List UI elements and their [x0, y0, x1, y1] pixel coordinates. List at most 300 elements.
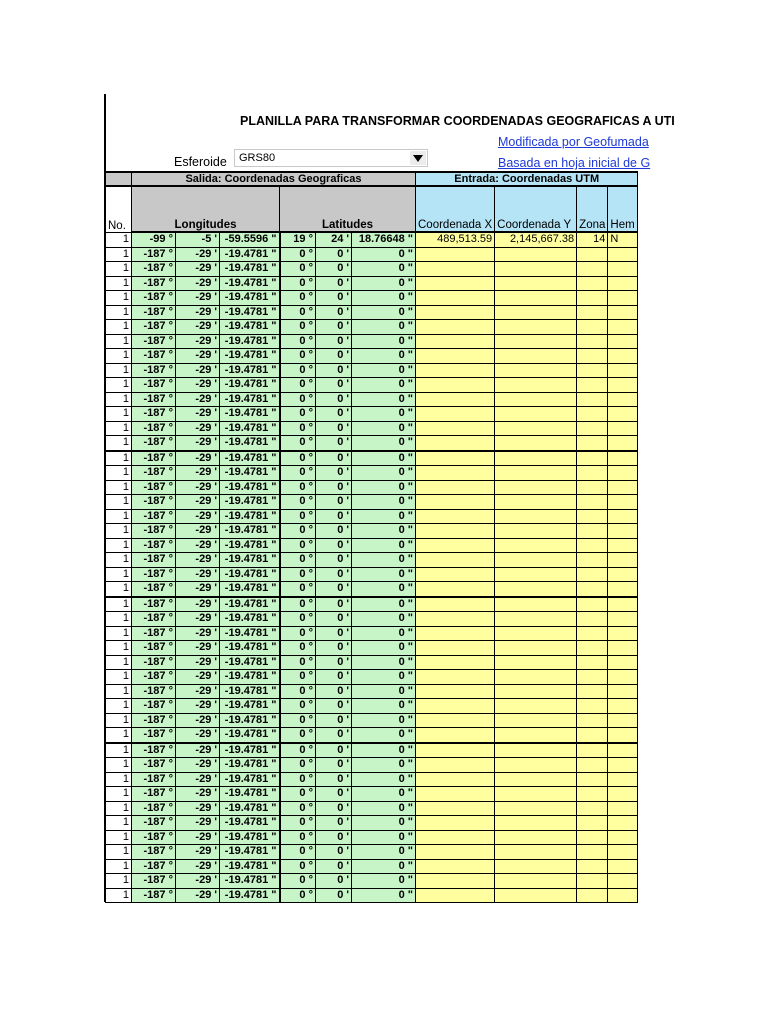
cell-no: 1 — [106, 436, 132, 451]
cell-hem[interactable] — [608, 247, 638, 262]
cell-hem[interactable] — [608, 305, 638, 320]
table-row — [106, 713, 638, 728]
cell-zona[interactable] — [577, 363, 608, 378]
cell-hem[interactable] — [608, 830, 638, 845]
cell-x[interactable] — [416, 684, 495, 699]
cell-lat-deg: 0 ° — [280, 276, 316, 291]
esferoide-dropdown[interactable] — [234, 149, 428, 167]
cell-zona[interactable] — [577, 758, 608, 773]
cell-zona[interactable] — [577, 320, 608, 335]
cell-y[interactable] — [495, 684, 577, 699]
cell-hem[interactable] — [608, 291, 638, 306]
cell-lat-min: 0 ' — [316, 626, 352, 641]
cell-hem[interactable] — [608, 670, 638, 685]
cell-lon-min: -29 ' — [176, 874, 220, 889]
cell-x[interactable] — [416, 816, 495, 831]
cell-y[interactable] — [495, 553, 577, 568]
cell-lon-min: -29 ' — [176, 349, 220, 364]
cell-hem[interactable] — [608, 582, 638, 597]
cell-lon-sec: -19.4781 " — [220, 684, 280, 699]
cell-lat-min: 0 ' — [316, 320, 352, 335]
cell-lat-sec: 0 " — [352, 262, 416, 277]
cell-lat-sec: 0 " — [352, 888, 416, 903]
cell-lat-sec: 0 " — [352, 874, 416, 889]
cell-lat-sec: 0 " — [352, 480, 416, 495]
cell-lon-deg: -187 ° — [132, 363, 176, 378]
cell-lon-min: -29 ' — [176, 888, 220, 903]
cell-x[interactable] — [416, 378, 495, 393]
cell-lon-sec: -19.4781 " — [220, 874, 280, 889]
cell-hem[interactable] — [608, 684, 638, 699]
cell-hem[interactable] — [608, 509, 638, 524]
cell-hem[interactable] — [608, 495, 638, 510]
cell-hem[interactable] — [608, 451, 638, 466]
cell-zona[interactable] — [577, 247, 608, 262]
cell-x[interactable] — [416, 728, 495, 743]
cell-lon-sec: -19.4781 " — [220, 247, 280, 262]
cell-hem[interactable] — [608, 480, 638, 495]
cell-lat-min: 0 ' — [316, 276, 352, 291]
table-row — [106, 378, 638, 393]
cell-zona[interactable] — [577, 421, 608, 436]
cell-x[interactable] — [416, 655, 495, 670]
cell-y[interactable] — [495, 436, 577, 451]
cell-x[interactable] — [416, 305, 495, 320]
cell-lat-min: 0 ' — [316, 582, 352, 597]
cell-lat-sec: 0 " — [352, 845, 416, 860]
cell-y[interactable] — [495, 801, 577, 816]
cell-hem[interactable]: N — [608, 232, 638, 247]
cell-no: 1 — [106, 363, 132, 378]
cell-lon-min: -29 ' — [176, 466, 220, 481]
cell-zona[interactable] — [577, 349, 608, 364]
cell-x[interactable] — [416, 612, 495, 627]
cell-no: 1 — [106, 466, 132, 481]
cell-hem[interactable] — [608, 538, 638, 553]
table-row — [106, 334, 638, 349]
cell-zona[interactable] — [577, 582, 608, 597]
cell-x[interactable] — [416, 801, 495, 816]
cell-x[interactable] — [416, 874, 495, 889]
cell-lon-sec: -19.4781 " — [220, 567, 280, 582]
cell-hem[interactable] — [608, 816, 638, 831]
cell-no: 1 — [106, 845, 132, 860]
cell-lat-min: 0 ' — [316, 772, 352, 787]
cell-zona[interactable] — [577, 597, 608, 612]
cell-hem[interactable] — [608, 392, 638, 407]
table-row — [106, 553, 638, 568]
cell-zona[interactable] — [577, 655, 608, 670]
cell-y[interactable] — [495, 509, 577, 524]
cell-x[interactable] — [416, 334, 495, 349]
cell-zona[interactable] — [577, 553, 608, 568]
cell-y[interactable] — [495, 247, 577, 262]
cell-x[interactable]: 489,513.59 — [416, 232, 495, 247]
cell-x[interactable] — [416, 772, 495, 787]
cell-no: 1 — [106, 349, 132, 364]
cell-no: 1 — [106, 421, 132, 436]
cell-zona[interactable] — [577, 407, 608, 422]
cell-lat-sec: 0 " — [352, 567, 416, 582]
cell-lon-deg: -187 ° — [132, 582, 176, 597]
cell-x[interactable] — [416, 787, 495, 802]
cell-lon-min: -29 ' — [176, 626, 220, 641]
cell-lat-min: 0 ' — [316, 758, 352, 773]
cell-y[interactable] — [495, 276, 577, 291]
cell-hem[interactable] — [608, 320, 638, 335]
cell-no: 1 — [106, 582, 132, 597]
cell-hem[interactable] — [608, 874, 638, 889]
table-row — [106, 363, 638, 378]
cell-no: 1 — [106, 699, 132, 714]
cell-y[interactable] — [495, 291, 577, 306]
cell-no: 1 — [106, 305, 132, 320]
cell-y[interactable] — [495, 728, 577, 743]
cell-y[interactable] — [495, 305, 577, 320]
cell-x[interactable] — [416, 421, 495, 436]
cell-y[interactable] — [495, 320, 577, 335]
cell-hem[interactable] — [608, 699, 638, 714]
table-row — [106, 291, 638, 306]
cell-hem[interactable] — [608, 713, 638, 728]
cell-lat-sec: 0 " — [352, 407, 416, 422]
table-row — [106, 830, 638, 845]
cell-x[interactable] — [416, 626, 495, 641]
cell-x[interactable] — [416, 670, 495, 685]
cell-lon-deg: -187 ° — [132, 728, 176, 743]
cell-no: 1 — [106, 480, 132, 495]
cell-hem[interactable] — [608, 626, 638, 641]
cell-lat-sec: 0 " — [352, 320, 416, 335]
cell-hem[interactable] — [608, 436, 638, 451]
cell-lon-min: -29 ' — [176, 772, 220, 787]
cell-hem[interactable] — [608, 728, 638, 743]
cell-zona[interactable] — [577, 495, 608, 510]
cell-y[interactable] — [495, 699, 577, 714]
cell-zona[interactable] — [577, 699, 608, 714]
cell-lon-min: -29 ' — [176, 262, 220, 277]
cell-zona[interactable] — [577, 509, 608, 524]
cell-x[interactable] — [416, 582, 495, 597]
cell-y[interactable] — [495, 567, 577, 582]
cell-lat-deg: 0 ° — [280, 262, 316, 277]
cell-lat-sec: 0 " — [352, 684, 416, 699]
cell-lat-min: 0 ' — [316, 392, 352, 407]
cell-y[interactable] — [495, 713, 577, 728]
cell-hem[interactable] — [608, 743, 638, 758]
cell-y[interactable] — [495, 626, 577, 641]
cell-y[interactable] — [495, 830, 577, 845]
cell-y[interactable] — [495, 334, 577, 349]
cell-lat-sec: 0 " — [352, 816, 416, 831]
cell-x[interactable] — [416, 291, 495, 306]
cell-lon-min: -29 ' — [176, 801, 220, 816]
cell-lon-deg: -187 ° — [132, 567, 176, 582]
cell-lat-min: 0 ' — [316, 713, 352, 728]
cell-lat-sec: 0 " — [352, 334, 416, 349]
cell-hem[interactable] — [608, 845, 638, 860]
cell-zona[interactable]: 14 — [577, 232, 608, 247]
cell-lat-sec: 0 " — [352, 305, 416, 320]
cell-hem[interactable] — [608, 567, 638, 582]
cell-no: 1 — [106, 567, 132, 582]
cell-zona[interactable] — [577, 305, 608, 320]
cell-x[interactable] — [416, 845, 495, 860]
cell-y[interactable] — [495, 670, 577, 685]
cell-lon-min: -29 ' — [176, 291, 220, 306]
cell-y[interactable] — [495, 262, 577, 277]
cell-zona[interactable] — [577, 787, 608, 802]
cell-hem[interactable] — [608, 888, 638, 903]
header-latitudes: Latitudes — [280, 186, 416, 232]
cell-x[interactable] — [416, 276, 495, 291]
cell-hem[interactable] — [608, 641, 638, 656]
cell-lon-deg: -187 ° — [132, 758, 176, 773]
cell-x[interactable] — [416, 699, 495, 714]
cell-lon-min: -29 ' — [176, 524, 220, 539]
cell-x[interactable] — [416, 407, 495, 422]
cell-y[interactable] — [495, 845, 577, 860]
cell-y[interactable] — [495, 392, 577, 407]
cell-x[interactable] — [416, 509, 495, 524]
cell-zona[interactable] — [577, 480, 608, 495]
cell-no: 1 — [106, 801, 132, 816]
cell-zona[interactable] — [577, 612, 608, 627]
cell-x[interactable] — [416, 713, 495, 728]
cell-lat-sec: 0 " — [352, 859, 416, 874]
cell-x[interactable] — [416, 567, 495, 582]
cell-x[interactable] — [416, 480, 495, 495]
cell-hem[interactable] — [608, 363, 638, 378]
cell-y[interactable] — [495, 451, 577, 466]
cell-zona[interactable] — [577, 276, 608, 291]
cell-y[interactable] — [495, 816, 577, 831]
cell-x[interactable] — [416, 830, 495, 845]
cell-x[interactable] — [416, 597, 495, 612]
table-row — [106, 451, 638, 466]
cell-hem[interactable] — [608, 597, 638, 612]
cell-lat-sec: 0 " — [352, 699, 416, 714]
cell-lat-min: 0 ' — [316, 436, 352, 451]
cell-no: 1 — [106, 830, 132, 845]
header-coord-x: Coordenada X — [416, 186, 495, 232]
cell-y[interactable] — [495, 874, 577, 889]
cell-hem[interactable] — [608, 758, 638, 773]
cell-y[interactable] — [495, 582, 577, 597]
cell-hem[interactable] — [608, 787, 638, 802]
link-basada[interactable]: Basada en hoja inicial de G — [498, 156, 651, 170]
cell-x[interactable] — [416, 349, 495, 364]
cell-y[interactable] — [495, 787, 577, 802]
cell-hem[interactable] — [608, 378, 638, 393]
cell-zona[interactable] — [577, 888, 608, 903]
cell-hem[interactable] — [608, 349, 638, 364]
cell-x[interactable] — [416, 247, 495, 262]
table-row — [106, 758, 638, 773]
cell-x[interactable] — [416, 392, 495, 407]
cell-y[interactable] — [495, 349, 577, 364]
cell-lon-sec: -19.4781 " — [220, 728, 280, 743]
chevron-down-icon[interactable] — [410, 151, 426, 165]
cell-zona[interactable] — [577, 626, 608, 641]
cell-hem[interactable] — [608, 772, 638, 787]
cell-y[interactable] — [495, 758, 577, 773]
cell-x[interactable] — [416, 888, 495, 903]
cell-zona[interactable] — [577, 845, 608, 860]
cell-x[interactable] — [416, 553, 495, 568]
cell-x[interactable] — [416, 363, 495, 378]
cell-lat-deg: 0 ° — [280, 378, 316, 393]
cell-y[interactable] — [495, 655, 577, 670]
cell-y[interactable] — [495, 538, 577, 553]
cell-y[interactable] — [495, 466, 577, 481]
cell-lon-min: -29 ' — [176, 655, 220, 670]
cell-lon-sec: -19.4781 " — [220, 655, 280, 670]
cell-zona[interactable] — [577, 641, 608, 656]
cell-y[interactable] — [495, 743, 577, 758]
cell-x[interactable] — [416, 641, 495, 656]
cell-y[interactable] — [495, 524, 577, 539]
cell-no: 1 — [106, 334, 132, 349]
cell-x[interactable] — [416, 451, 495, 466]
cell-lon-min: -29 ' — [176, 320, 220, 335]
cell-lat-sec: 0 " — [352, 451, 416, 466]
cell-lat-deg: 0 ° — [280, 641, 316, 656]
cell-x[interactable] — [416, 262, 495, 277]
cell-zona[interactable] — [577, 859, 608, 874]
cell-hem[interactable] — [608, 407, 638, 422]
cell-x[interactable] — [416, 436, 495, 451]
cell-y[interactable] — [495, 407, 577, 422]
cell-x[interactable] — [416, 743, 495, 758]
cell-lat-min: 0 ' — [316, 567, 352, 582]
cell-no: 1 — [106, 816, 132, 831]
cell-hem[interactable] — [608, 655, 638, 670]
cell-zona[interactable] — [577, 436, 608, 451]
cell-zona[interactable] — [577, 874, 608, 889]
cell-y[interactable] — [495, 772, 577, 787]
cell-zona[interactable] — [577, 567, 608, 582]
cell-lon-sec: -19.4781 " — [220, 466, 280, 481]
cell-hem[interactable] — [608, 334, 638, 349]
cell-zona[interactable] — [577, 772, 608, 787]
cell-x[interactable] — [416, 466, 495, 481]
cell-lat-min: 0 ' — [316, 597, 352, 612]
cell-lon-min: -29 ' — [176, 509, 220, 524]
cell-lat-min: 0 ' — [316, 524, 352, 539]
cell-lat-deg: 0 ° — [280, 436, 316, 451]
cell-lat-min: 0 ' — [316, 816, 352, 831]
cell-zona[interactable] — [577, 538, 608, 553]
cell-y[interactable]: 2,145,667.38 — [495, 232, 577, 247]
cell-lat-deg: 0 ° — [280, 888, 316, 903]
cell-zona[interactable] — [577, 524, 608, 539]
cell-zona[interactable] — [577, 670, 608, 685]
cell-lat-deg: 0 ° — [280, 830, 316, 845]
cell-x[interactable] — [416, 524, 495, 539]
cell-hem[interactable] — [608, 262, 638, 277]
cell-zona[interactable] — [577, 262, 608, 277]
cell-y[interactable] — [495, 597, 577, 612]
cell-hem[interactable] — [608, 612, 638, 627]
cell-lon-sec: -19.4781 " — [220, 670, 280, 685]
cell-zona[interactable] — [577, 743, 608, 758]
cell-hem[interactable] — [608, 553, 638, 568]
cell-y[interactable] — [495, 378, 577, 393]
cell-lon-deg: -187 ° — [132, 451, 176, 466]
cell-y[interactable] — [495, 641, 577, 656]
cell-lon-deg: -187 ° — [132, 816, 176, 831]
cell-lon-sec: -19.4781 " — [220, 830, 280, 845]
cell-y[interactable] — [495, 612, 577, 627]
header-hem: Hem — [608, 186, 638, 232]
cell-x[interactable] — [416, 758, 495, 773]
table-row — [106, 845, 638, 860]
cell-y[interactable] — [495, 363, 577, 378]
cell-zona[interactable] — [577, 466, 608, 481]
cell-x[interactable] — [416, 538, 495, 553]
cell-lon-deg: -187 ° — [132, 713, 176, 728]
cell-hem[interactable] — [608, 421, 638, 436]
cell-zona[interactable] — [577, 334, 608, 349]
cell-zona[interactable] — [577, 830, 608, 845]
cell-lon-deg: -187 ° — [132, 845, 176, 860]
cell-lon-sec: -19.4781 " — [220, 305, 280, 320]
cell-y[interactable] — [495, 888, 577, 903]
cell-y[interactable] — [495, 859, 577, 874]
cell-zona[interactable] — [577, 451, 608, 466]
cell-lat-sec: 0 " — [352, 830, 416, 845]
cell-no: 1 — [106, 787, 132, 802]
cell-zona[interactable] — [577, 713, 608, 728]
cell-x[interactable] — [416, 859, 495, 874]
cell-lat-min: 0 ' — [316, 305, 352, 320]
cell-lon-deg: -187 ° — [132, 553, 176, 568]
table-row — [106, 684, 638, 699]
cell-x[interactable] — [416, 320, 495, 335]
cell-lat-deg: 0 ° — [280, 553, 316, 568]
cell-zona[interactable] — [577, 378, 608, 393]
link-modificada[interactable]: Modificada por Geofumada — [498, 135, 649, 149]
cell-zona[interactable] — [577, 291, 608, 306]
table-row — [106, 232, 638, 247]
cell-zona[interactable] — [577, 728, 608, 743]
cell-lat-min: 0 ' — [316, 888, 352, 903]
cell-lat-min: 0 ' — [316, 553, 352, 568]
cell-no: 1 — [106, 451, 132, 466]
cell-hem[interactable] — [608, 859, 638, 874]
cell-zona[interactable] — [577, 816, 608, 831]
cell-no: 1 — [106, 859, 132, 874]
cell-y[interactable] — [495, 421, 577, 436]
cell-lon-sec: -19.4781 " — [220, 859, 280, 874]
cell-zona[interactable] — [577, 684, 608, 699]
cell-lon-min: -29 ' — [176, 830, 220, 845]
cell-zona[interactable] — [577, 392, 608, 407]
cell-y[interactable] — [495, 480, 577, 495]
cell-zona[interactable] — [577, 801, 608, 816]
cell-y[interactable] — [495, 495, 577, 510]
esferoide-label: Esferoide — [174, 155, 227, 169]
cell-lon-sec: -19.4781 " — [220, 436, 280, 451]
cell-hem[interactable] — [608, 276, 638, 291]
cell-lon-min: -29 ' — [176, 538, 220, 553]
cell-hem[interactable] — [608, 524, 638, 539]
cell-hem[interactable] — [608, 801, 638, 816]
cell-lat-deg: 0 ° — [280, 626, 316, 641]
cell-x[interactable] — [416, 495, 495, 510]
cell-hem[interactable] — [608, 466, 638, 481]
